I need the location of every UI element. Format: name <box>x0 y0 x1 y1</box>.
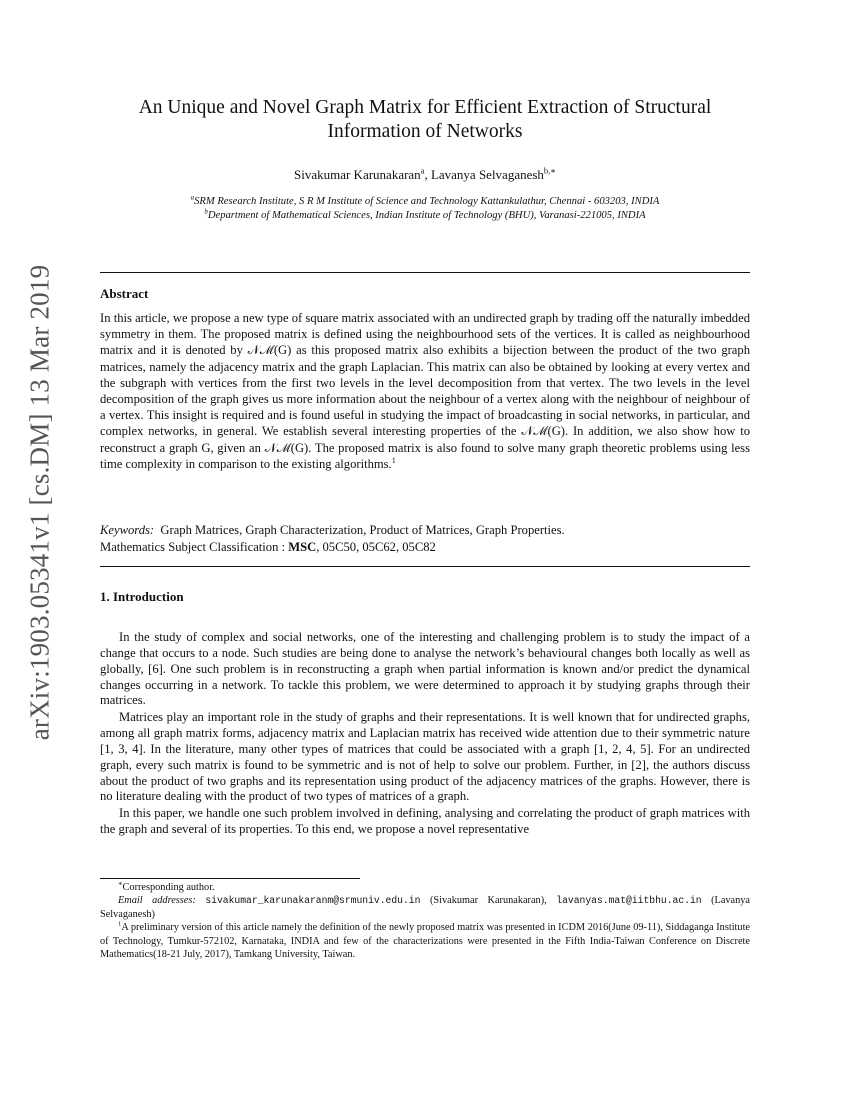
abstract-footnote-mark: 1 <box>391 455 396 465</box>
email-label: Email addresses: <box>118 895 196 907</box>
footnote-star-mark: ∗ <box>118 880 123 888</box>
msc-line <box>100 539 750 556</box>
email-2[interactable]: lavanyas.mat@iitbhu.ac.in <box>556 895 702 907</box>
affiliation-b-text: Department of Mathematical Sciences, Indian Institute of Technology (BHU), Varanasi-221005, INDIA <box>207 210 646 221</box>
affiliation-b <box>100 209 750 223</box>
affiliation-a-text: SRM Research Institute, S R M Institute of Science and Technology Kattankulathur, Chennai - 603203, INDIA <box>194 196 660 207</box>
msc-codes: , 05C50, 05C62, 05C82 <box>316 540 436 554</box>
msc-label: Mathematics Subject Classification : <box>100 540 286 554</box>
intro-paragraph-1: In the study of complex and social networks, one of the interesting and challenging problem is to study the impact of a change that occurs to a node. Such studies are being done to analyse the network’s behavioural changes both locally as well as globally, [6]. One such problem is in reconstructing a graph when partial information is known and/or predict the dynamical changes occurring in a network. To tackle this problem, we were determined to approach it by studying graphs through their matrices. <box>100 630 750 708</box>
email-1[interactable]: sivakumar_karunakaranm@srmuniv.edu.in <box>205 895 421 907</box>
abstract-text: In this article, we propose a new type of square matrix associated with an undirected graph by trading off the naturally imbedded symmetry in them. The proposed matrix is defined using the neighbourhood sets of the vertices. It is called as neighbourhood matrix and it is denoted by 𝒩ℳ(G) as this proposed matrix also exhibits a bijection between the product of the two graph matrices, namely the adjacency matrix and the graph Laplacian. This matrix can also be obtained by looking at every vertex and the subgraph with vertices from the first two levels in the level decomposition from that vertex. The two levels in the level decomposition of the graph gives us more information about the neighbour of a vertex along with the neighbour of neighbour of a vertex. This insight is required and is found useful in studying the impact of broadcasting in social networks, in particular, and complex networks, in general. We establish several interesting properties of the 𝒩ℳ(G). In addition, we also show how to reconstruct a graph G, given an 𝒩ℳ(G). The proposed matrix is also found to solve many graph theoretic problems using less time complexity in comparison to the existing algorithms. <box>100 311 750 471</box>
keywords-block <box>100 522 750 556</box>
affiliation-b-mark: b <box>204 208 208 216</box>
keywords-line <box>100 522 750 539</box>
title-line-1: An Unique and Novel Graph Matrix for Efficient Extraction of Structural <box>138 97 712 118</box>
affiliation-a-mark: a <box>190 194 195 202</box>
email-2-owner: (Lavanya Selvaganesh) <box>100 895 750 920</box>
footnote-rule <box>100 878 360 879</box>
abstract-heading: Abstract <box>100 286 149 301</box>
footnote-emails <box>100 894 750 921</box>
keywords-text: Graph Matrices, Graph Characterization, Product of Matrices, Graph Properties. <box>160 523 565 537</box>
author-1: Sivakumar Karunakaran <box>293 167 421 182</box>
footnote-1 <box>100 921 750 961</box>
footnote-1-text: A preliminary version of this article namely the definition of the newly proposed matrix was presented in ICDM 2016(June 09-11), Siddaganga Institute of Technology, Tumkur-572102, Karnataka, INDIA and few of the characterizations were presented in the Fifth India-Taiwan Conference on Discrete Mathematics(18-21 July, 2017), Tamkang University, Taiwan. <box>100 922 750 961</box>
intro-paragraph-2: Matrices play an important role in the study of graphs and their representations. It is well known that for undirected graphs, among all graph matrix forms, adjacency matrix and Laplacian matrix has received wide attention due to their symmetric nature [1, 3, 4]. In the literature, many other types of matrices that could be associated with a graph [1, 2, 4, 5]. For an undirected graph, every such matrix is found to be symmetric and is not of help to solve our problem. Further, in [2], the authors discuss about the product of two graphs and its representation using product of the adjacency matrices of the graphs. However, there is no literature dealing with the product of two types of matrices of a graph. <box>100 710 750 804</box>
author-1-affil-mark: a <box>420 165 425 176</box>
introduction-body <box>100 630 750 839</box>
keywords-label: Keywords: <box>100 523 155 537</box>
intro-paragraph-3: In this paper, we handle one such problem involved in defining, analysing and correlating the product of graph matrices with the graph and several of its properties. To this end, we propose a novel representative <box>100 806 750 837</box>
footnote-1-mark: 1 <box>118 920 122 928</box>
author-2-affil-mark: b,∗ <box>543 165 556 176</box>
footnote-corresponding <box>100 881 750 894</box>
arxiv-identifier: arXiv:1903.05341v1 [cs.DM] 13 Mar 2019 <box>24 264 55 740</box>
abstract-bottom-rule <box>100 566 750 567</box>
author-2: Lavanya Selvaganesh <box>430 167 544 182</box>
section-heading-introduction: 1. Introduction <box>100 589 184 604</box>
abstract-body <box>100 310 750 472</box>
footnotes <box>100 881 750 961</box>
msc-bold: MSC <box>288 540 317 554</box>
affiliations <box>100 195 750 223</box>
affiliation-a <box>100 195 750 209</box>
title-line-2: Information of Networks <box>327 121 523 142</box>
author-separator: , <box>424 167 431 182</box>
arxiv-sidebar-stamp <box>20 252 60 752</box>
author-list <box>100 167 750 183</box>
abstract-top-rule <box>100 272 750 273</box>
email-1-owner: (Sivakumar Karunakaran), <box>429 895 547 907</box>
footnote-corresponding-text: Corresponding author. <box>122 882 215 893</box>
paper-title <box>100 96 750 144</box>
